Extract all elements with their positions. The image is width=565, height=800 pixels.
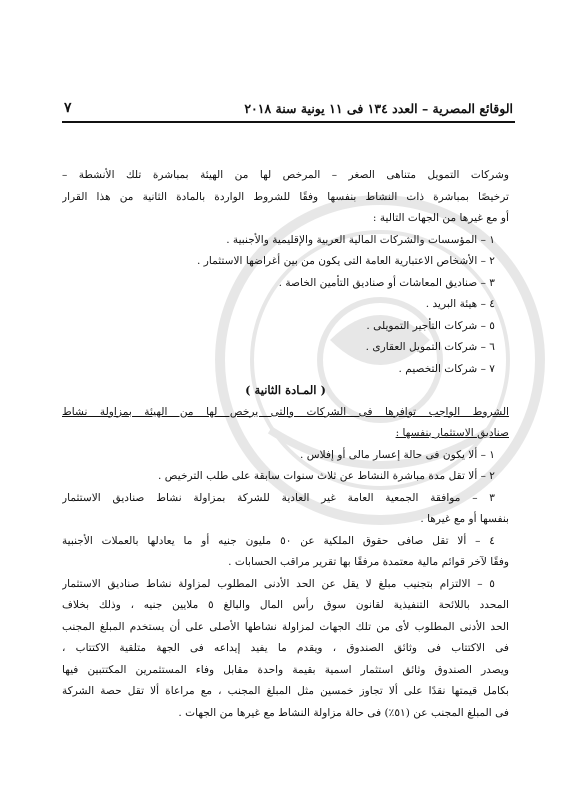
article-intro	[62, 402, 509, 445]
list-item: ٢ – الأشخاص الاعتبارية العامة التى يكون من بين أغراضها الاستثمار .	[197, 255, 495, 267]
text-line: وفقًا لآخر قوائم مالية معتمدة مرفقًا بها تقرير مراقب الحسابات .	[228, 556, 509, 568]
text-line: ترخيصًا بمباشرة ذات النشاط بنفسها وفقًا للشروط الواردة بالمادة الثانية من هذا القرار	[62, 190, 509, 203]
condition-item: ٢ – ألا تقل مدة مباشرة النشاط عن ثلاث سنوات سابقة على طلب الترخيص .	[158, 470, 495, 482]
article-heading: ( المـادة الثانية )	[245, 383, 326, 397]
text-line: فى المبلغ المجنب عن (٥١٪) فى حالة مزاولة النشاط مع غيرها من الجهات .	[178, 706, 509, 719]
condition-item	[62, 488, 509, 531]
list-item: ١ – المؤسسات والشركات المالية العربية والإقليمية والأجنبية .	[226, 233, 495, 246]
text-line: وشركات التمويل متناهى الصغر – المرخص لها من الهيئة بمباشرة تلك الأنشطة –	[62, 169, 509, 181]
text-line: أو مع غيرها من الجهات التالية :	[372, 212, 509, 224]
text-line: بكامل قيمتها نقدًا على ألا تجاوز خمسين مثل المبلغ المجنب ، مع مراعاة ألا تقل حصة الشركة	[62, 685, 509, 697]
list-item: ٦ – شركات التمويل العقارى .	[365, 341, 495, 353]
entities-list	[62, 230, 509, 381]
text-line: الشروط الواجب توافرها فى الشركات والتى يرخص لها من الهيئة بمزاولة نشاط	[62, 405, 509, 418]
text-line: بنفسها أو مع غيرها .	[420, 513, 509, 525]
text-line: فى الاكتتاب فى وثائق الصندوق ، ويقدم ما يفيد إيداعه فى الجهة متلقية الاكتتاب ،	[62, 642, 509, 654]
conditions-list	[62, 445, 509, 725]
text-line: صناديق الاستثمار بنفسها :	[395, 427, 509, 439]
condition-item: ١ – ألا يكون فى حالة إعسار مالى أو إفلاس .	[300, 448, 495, 461]
text-line: ٥ – الالتزام بتجنيب مبلغ لا يقل عن الحد الأدنى المطلوب لمزاولة نشاط صناديق الاستثمار	[62, 577, 495, 590]
list-item: ٤ – هيئة البريد .	[425, 298, 495, 310]
list-item: ٥ – شركات التأجير التمويلى .	[366, 319, 495, 332]
text-line: الحد الأدنى المطلوب لأى من تلك الجهات لمزاولة نشاطها الأصلى على أن يستخدم المبلغ المجنب	[62, 620, 509, 633]
document-body	[62, 165, 509, 724]
header-divider	[62, 121, 515, 123]
condition-item	[62, 531, 509, 574]
condition-item	[62, 574, 509, 725]
gazette-title: الوقائع المصرية – العدد ١٣٤ فى ١١ يونية سنة ٢٠١٨	[244, 100, 513, 116]
list-item: ٣ – صناديق المعاشات أو صناديق التأمين الخاصة .	[278, 276, 495, 289]
text-line: المحدد باللائحة التنفيذية لقانون سوق رأس المال والبالغ ٥ ملايين جنيه ، وذلك بخلاف	[62, 599, 509, 611]
text-line: ويصدر الصندوق وثائق استثمار اسمية بقيمة واحدة مقابل وفاء المستثمرين المكتتبين فيها	[62, 663, 509, 676]
text-line: ٤ – ألا تقل صافى حقوق الملكية عن ٥٠ مليون جنيه أو ما يعادلها بالعملات الأجنبية	[62, 534, 495, 547]
intro-paragraph	[62, 165, 509, 230]
list-item: ٧ – شركات التخصيم .	[398, 362, 495, 375]
page-number: ٧	[64, 100, 72, 116]
text-line: ٣ – موافقة الجمعية العامة غير العادية للشركة بمزاولة نشاط صناديق الاستثمار	[62, 491, 495, 504]
page-header	[64, 96, 513, 120]
